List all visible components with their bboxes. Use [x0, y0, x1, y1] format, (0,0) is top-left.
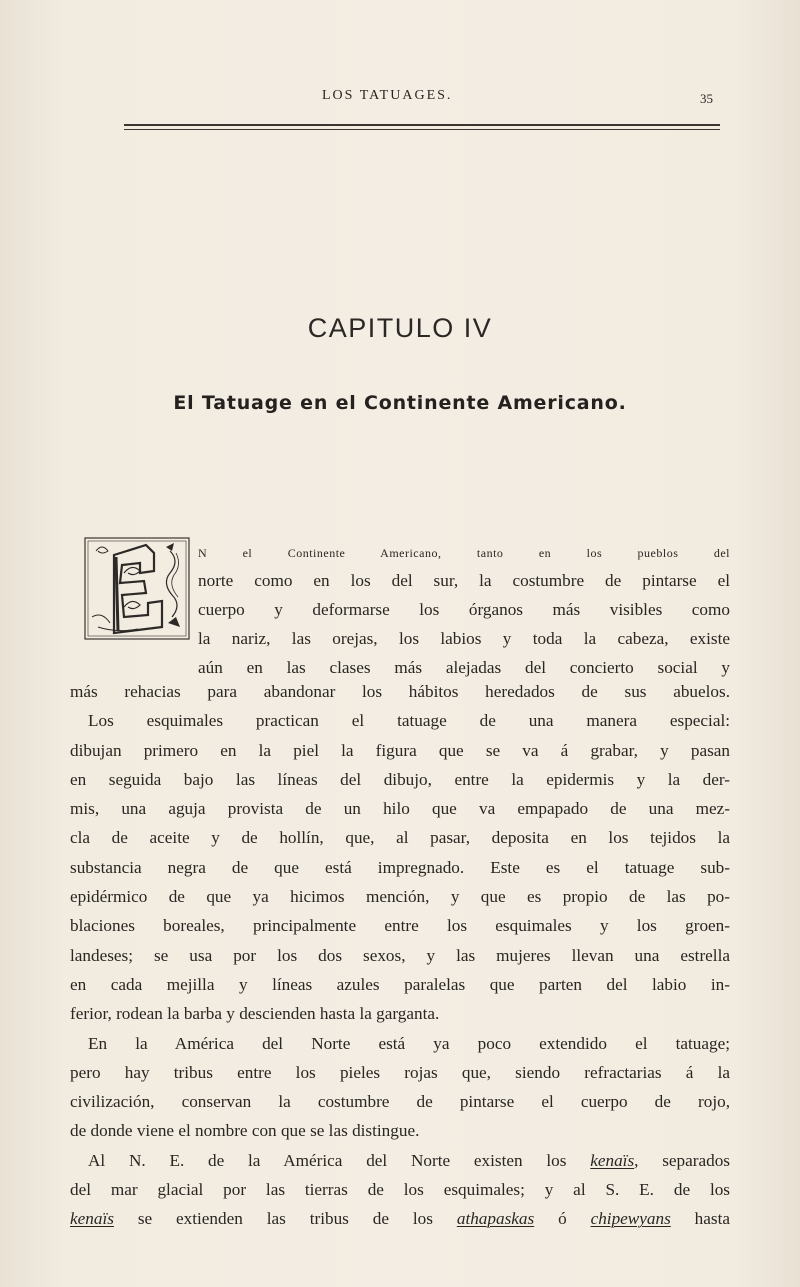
text-line: civilización, conservan la costumbre de pintarse el cuerpo de rojo, [70, 1092, 730, 1112]
text-line: epidérmico de que ya hicimos mención, y que es propio de las po- [70, 887, 730, 907]
body-text [70, 677, 730, 1234]
italic-term: kenaïs [590, 1150, 635, 1170]
text-run: hasta [670, 1209, 730, 1229]
text-line: mis, una aguja provista de un hilo que va empapado de una mez- [70, 799, 730, 819]
text-line: ferior, rodean la barba y descienden hasta la garganta. [70, 1004, 440, 1024]
italic-term: chipewyans [590, 1209, 671, 1229]
text-line: blaciones boreales, principalmente entre los esquimales y los groen- [70, 916, 730, 936]
text-line: pero hay tribus entre los pieles rojas que, siendo refractarias á la [70, 1062, 730, 1082]
ornamental-initial-e [84, 537, 192, 641]
italic-term: athapaskas [456, 1209, 535, 1229]
text-line: de donde viene el nombre con que se las distingue. [70, 1121, 420, 1141]
text-run: se extienden las tribus de los [113, 1209, 457, 1229]
text-line-content: N el Continente Americano, tanto en los pueblos del [198, 546, 730, 560]
text-line [198, 537, 730, 566]
text-line: Los esquimales practican el tatuage de una manera especial: [88, 711, 730, 731]
header-rule-thin [124, 129, 720, 130]
running-title: LOS TATUAGES. [322, 88, 453, 103]
ornamental-initial-icon [84, 537, 192, 641]
italic-term: kenaïs [70, 1209, 114, 1229]
page-number: 35 [700, 91, 713, 106]
text-line: la nariz, las orejas, los labios y toda la cabeza, existe [198, 629, 730, 648]
text-line: landeses; se usa por los dos sexos, y las mujeres llevan una estrella [70, 945, 730, 965]
text-line: cuerpo y deformarse los órganos más visibles como [198, 600, 730, 619]
text-line [70, 1146, 730, 1175]
text-line: En la América del Norte está ya poco extendido el tatuage; [88, 1033, 730, 1053]
text-run: , separados [634, 1150, 730, 1170]
chapter-title: CAPITULO IV [307, 313, 493, 343]
chapter-subtitle: El Tatuage en el Continente Americano. [173, 392, 627, 414]
text-line: cla de aceite y de hollín, que, al pasar, deposita en los tejidos la [70, 828, 730, 848]
text-line: del mar glacial por las tierras de los esquimales; y al S. E. de los [70, 1180, 730, 1200]
header-rule-thick [124, 124, 720, 126]
text-line: más rehacias para abandonar los hábitos heredados de sus abuelos. [70, 682, 730, 701]
text-line: norte como en los del sur, la costumbre de pintarse el [198, 571, 730, 590]
text-line [70, 1204, 730, 1233]
text-line: aún en las clases más alejadas del concierto social y [198, 658, 730, 677]
text-run: ó [534, 1209, 591, 1229]
text-run: Al N. E. de la América del Norte existen los [88, 1150, 591, 1170]
text-line: substancia negra de que está impregnado. Este es el tatuage sub- [70, 857, 730, 877]
text-line: en cada mejilla y líneas azules paralelas que parten del labio in- [70, 974, 730, 994]
opening-paragraph-lines [198, 537, 730, 682]
text-line: en seguida bajo las líneas del dibujo, entre la epidermis y la der- [70, 769, 730, 789]
text-line: dibujan primero en la piel la figura que se va á grabar, y pasan [70, 740, 730, 760]
